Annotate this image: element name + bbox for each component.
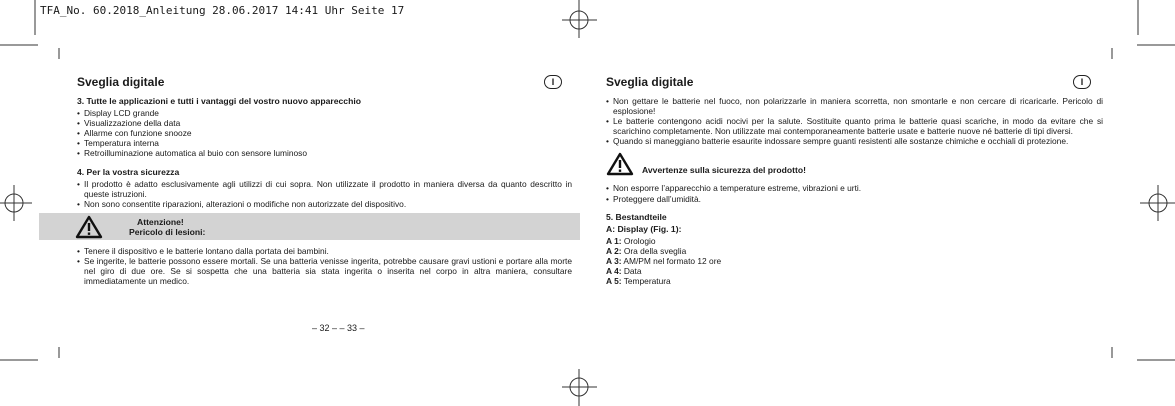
item-text: AM/PM nel formato 12 ore xyxy=(623,256,722,267)
list-item: • Temperatura interna xyxy=(77,138,572,148)
list-item xyxy=(606,276,1103,286)
item-key: A 3: xyxy=(606,256,622,267)
product-safety-list xyxy=(606,183,1103,203)
item-text: Ora della sveglia xyxy=(623,245,687,256)
child-safety-list xyxy=(77,246,572,286)
list-item xyxy=(606,246,1103,256)
language-badge: I xyxy=(544,75,562,89)
registration-mark-bottom xyxy=(562,369,597,406)
left-page xyxy=(77,76,572,286)
section-3-heading: 3. Tutte le applicazioni e tutti i vantaggi del vostro nuovo apparecchio xyxy=(77,96,361,106)
list-item: • Proteggere dall’umidità. xyxy=(606,194,1103,204)
registration-mark-right xyxy=(1140,185,1175,221)
registration-mark-left xyxy=(0,185,32,221)
warning-triangle-icon xyxy=(606,152,634,176)
list-item xyxy=(606,256,1103,266)
registration-mark-top xyxy=(562,0,597,38)
safety-list xyxy=(77,179,572,209)
right-page xyxy=(606,76,1103,286)
display-parts-list xyxy=(606,236,1103,286)
list-item: • Allarme con funzione snooze xyxy=(77,128,572,138)
list-item: • Non sono consentite riparazioni, alterazioni o modifiche non autorizzate del dispositivo. xyxy=(77,199,572,209)
warning-triangle-icon xyxy=(75,215,103,239)
list-item xyxy=(606,266,1103,276)
right-page-title: Sveglia digitale xyxy=(606,75,694,89)
display-subheading: A: Display (Fig. 1): xyxy=(606,223,682,234)
features-list xyxy=(77,108,572,158)
page-numbers: – 32 – – 33 – xyxy=(312,323,365,333)
list-item: • Visualizzazione della data xyxy=(77,118,572,128)
product-safety-heading: Avvertenze sulla sicurezza del prodotto! xyxy=(642,165,806,176)
list-item: • Non esporre l’apparecchio a temperature estreme, vibrazioni e urti. xyxy=(606,183,1103,193)
item-key: A 1: xyxy=(606,235,622,246)
item-key: A 2: xyxy=(606,245,622,256)
left-page-title: Sveglia digitale xyxy=(77,75,165,89)
item-key: A 4: xyxy=(606,266,622,277)
warning-title: Attenzione! xyxy=(137,216,184,227)
list-item: • Retroilluminazione automatica al buio con sensore luminoso xyxy=(77,148,572,158)
language-badge: I xyxy=(1073,75,1091,89)
item-text: Data xyxy=(623,266,642,277)
product-safety-header xyxy=(606,152,1103,179)
list-item: • Quando si maneggiano batterie esaurite indossare sempre guanti resistenti alle sostanze chimiche e occhiali di protezione. xyxy=(606,136,1103,146)
list-item: • Il prodotto è adatto esclusivamente agli utilizzi di cui sopra. Non utilizzate il prodotto in maniera diversa da quanto descritto in queste istruzioni. xyxy=(77,179,572,199)
list-item: • Le batterie contengono acidi nocivi per la salute. Sostituite quanto prima le batterie quasi scariche, in modo da evitare che si scarichino completamente. Non utilizzate mai contemporaneamente batterie usate e batterie nuove né batterie di tipi diversi. xyxy=(606,116,1103,136)
item-text: Temperatura xyxy=(623,276,671,287)
list-item: • Non gettare le batterie nel fuoco, non polarizzarle in maniera scorretta, non smontarle e non cercare di ricaricarle. Pericolo di esplosione! xyxy=(606,96,1103,116)
list-item xyxy=(606,236,1103,246)
item-key: A 5: xyxy=(606,276,622,287)
section-4-heading: 4. Per la vostra sicurezza xyxy=(77,166,180,177)
list-item: • Tenere il dispositivo e le batterie lontano dalla portata dei bambini. xyxy=(77,246,572,256)
warning-banner xyxy=(39,213,580,240)
list-item: • Display LCD grande xyxy=(77,108,572,118)
warning-subtitle: Pericolo di lesioni: xyxy=(129,226,206,237)
list-item: • Se ingerite, le batterie possono essere mortali. Se una batteria venisse ingerita, potrebbe causare gravi ustioni e portare alla morte nel giro di due ore. Se si sospetta che una batteria sia stata ingerita o inserita nel corpo in altra maniera, consultare immediatamente un medico. xyxy=(77,256,572,286)
print-slug: TFA_No. 60.2018_Anleitung 28.06.2017 14:41 Uhr Seite 17 xyxy=(40,4,405,17)
item-text: Orologio xyxy=(623,235,656,246)
battery-list xyxy=(606,96,1103,146)
section-5-heading: 5. Bestandteile xyxy=(606,211,667,222)
